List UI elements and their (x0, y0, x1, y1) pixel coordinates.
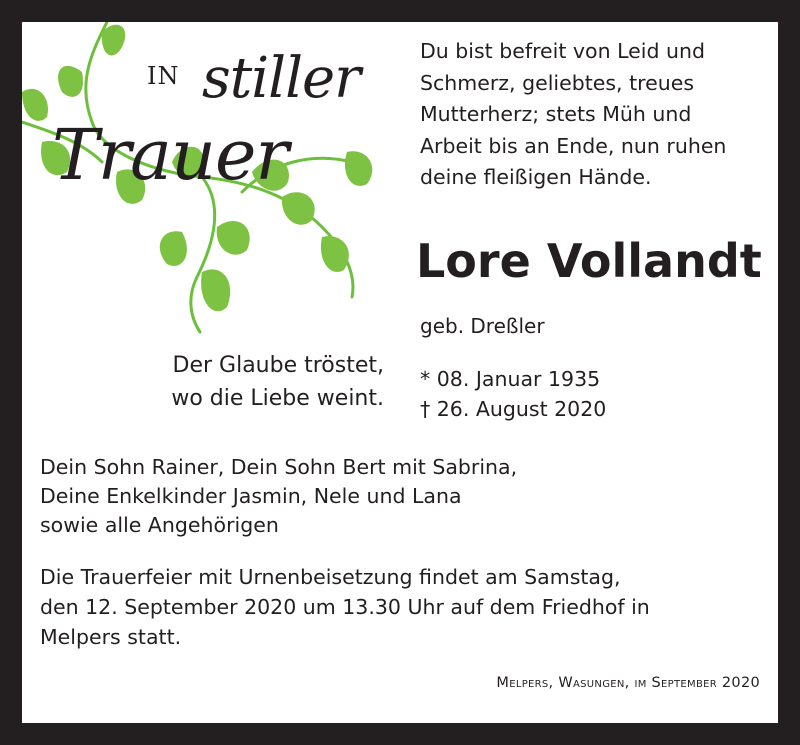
place-and-date: Melpers, Wasungen, im September 2020 (496, 675, 760, 691)
verse-line: Arbeit bis an Ende, nun ruhen (420, 133, 727, 158)
ceremony-notice (40, 562, 760, 652)
heading-word-in: IN (147, 62, 180, 90)
quote (171, 349, 384, 415)
ceremony-line: Die Trauerfeier mit Urnenbeisetzung findet am Samstag, (40, 565, 621, 589)
obituary-card (22, 22, 778, 723)
quote-line: wo die Liebe weint. (171, 386, 384, 411)
verse-line: Du bist befreit von Leid und (420, 39, 705, 63)
birth-date: * 08. Januar 1935 (420, 367, 601, 391)
ceremony-line: den 12. September 2020 um 13.30 Uhr auf dem Friedhof in (40, 595, 650, 619)
verse-line: deine fleißigen Hände. (420, 165, 652, 189)
heading-word-stiller: stiller (202, 46, 360, 111)
quote-line: Der Glaube tröstet, (172, 353, 384, 378)
verse-line: Schmerz, geliebtes, treues (420, 70, 694, 95)
deceased-name: Lore Vollandt (416, 234, 762, 288)
mourners-line: Dein Sohn Rainer, Dein Sohn Bert mit Sabrina, (40, 455, 518, 479)
heading-word-trauer: Trauer (52, 114, 288, 196)
mourners-line: sowie alle Angehörigen (40, 513, 279, 537)
ceremony-line: Melpers statt. (40, 625, 182, 649)
death-date: † 26. August 2020 (420, 397, 607, 421)
verse (420, 36, 770, 194)
verse-line: Mutterherz; stets Müh und (420, 102, 692, 126)
mourners-line: Deine Enkelkinder Jasmin, Nele und Lana (40, 484, 462, 508)
birth-name: geb. Dreßler (420, 314, 545, 338)
mourners (40, 453, 517, 540)
